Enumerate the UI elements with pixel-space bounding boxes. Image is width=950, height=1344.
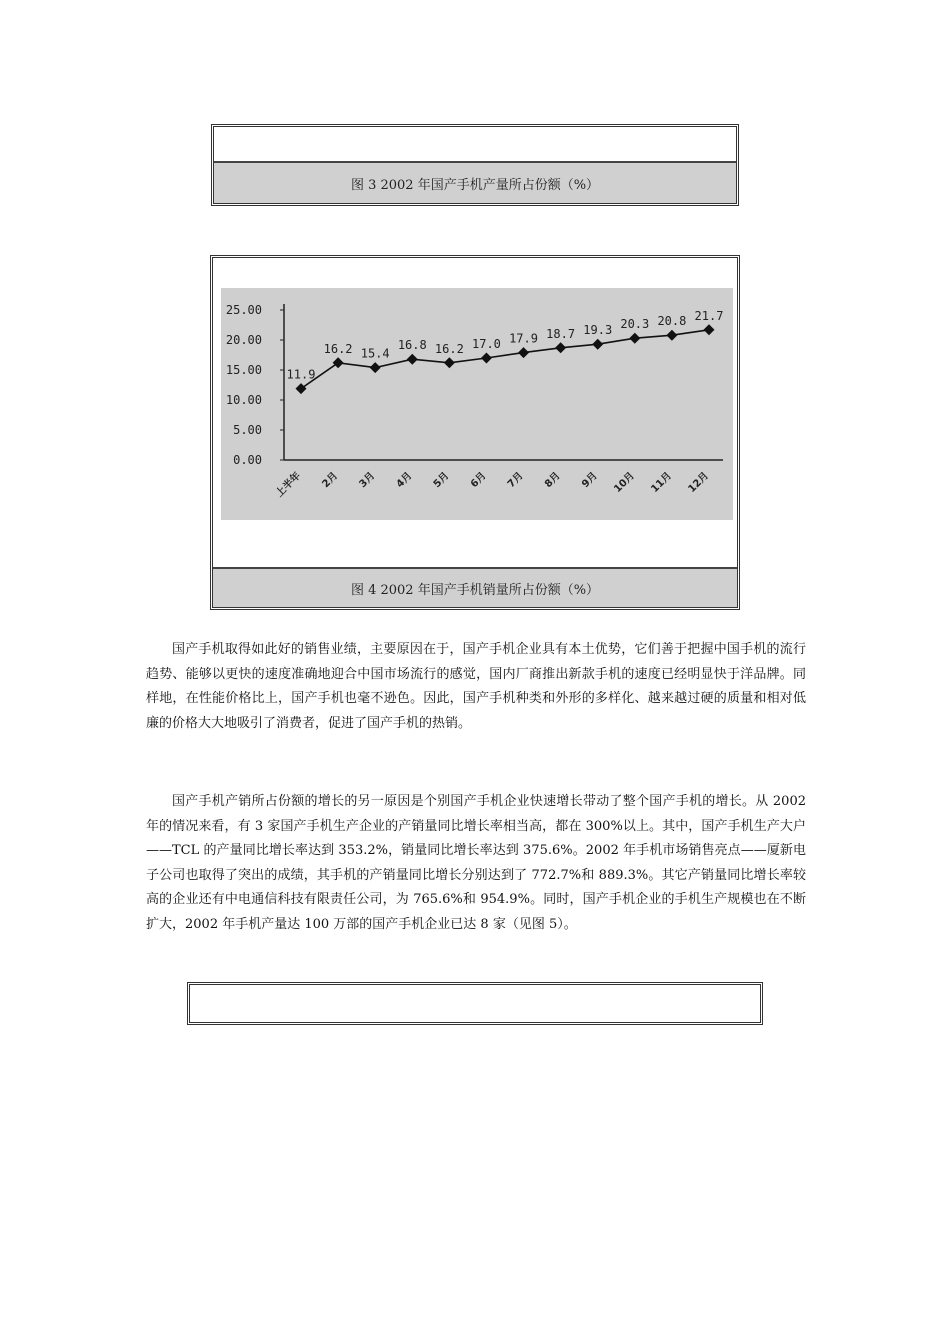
x-tick-label: 6月: [468, 470, 489, 491]
x-tick-label: 2月: [320, 470, 341, 491]
figure-4-box: [210, 255, 740, 610]
y-tick-label: 10.00: [225, 393, 262, 407]
data-label: 17.9: [509, 331, 538, 346]
y-tick-label: 5.00: [233, 423, 262, 437]
y-tick-label: 15.00: [225, 363, 262, 377]
y-tick-label: 20.00: [225, 333, 262, 347]
figure-3-caption: 图 3 2002 年国产手机产量所占份额（%）: [214, 161, 736, 203]
data-label: 19.3: [583, 323, 613, 338]
x-tick-label: 上半年: [274, 470, 304, 500]
data-label: 11.9: [286, 367, 316, 382]
data-label: 20.8: [657, 314, 687, 329]
x-tick-label: 7月: [505, 470, 526, 491]
x-tick-label: 4月: [394, 470, 415, 491]
x-tick-label: 3月: [357, 470, 378, 491]
data-point: [481, 353, 492, 364]
data-label: 21.7: [694, 308, 724, 323]
paragraph-2: 国产手机产销所占份额的增长的另一原因是个别国产手机企业快速增长带动了整个国产手机的增长。从 2002 年的情况来看，有 3 家国产手机生产企业的产销量同比增长率相当高，都在 300%以上。其中，国产手机生产大户——TCL 的产量同比增长率达到 353.2%，销量同比增长率达到 375.6%。2002 年手机市场销售亮点——厦新电子公司也取得了突出的成绩，其手机的产销量同比增长分别达到了 772.7%和 889.3%。其它产销量同比增长率较高的企业还有中电通信科技有限责任公司，为 765.6%和 954.9%。同时，国产手机企业的手机生产规模也在不断扩大，2002 年手机产量达 100 万部的国产手机企业已达 8 家（见图 5）。: [146, 794, 806, 932]
data-point: [518, 347, 529, 358]
figure-4-caption: 图 4 2002 年国产手机销量所占份额（%）: [213, 567, 737, 607]
data-label: 16.2: [323, 341, 353, 356]
data-label: 15.4: [360, 346, 390, 361]
x-tick-label: 11月: [649, 470, 675, 496]
figure-5-box: [187, 982, 763, 1025]
data-point: [666, 330, 677, 341]
data-point: [704, 324, 715, 335]
data-label: 17.0: [472, 337, 501, 351]
data-point: [592, 339, 603, 350]
x-tick-label: 8月: [542, 470, 563, 491]
data-point: [407, 354, 418, 365]
figure-3-box: [211, 124, 739, 206]
x-tick-label: 10月: [612, 470, 637, 496]
y-tick-label: 0.00: [233, 453, 262, 467]
x-tick-label: 12月: [686, 470, 712, 496]
data-label: 16.8: [397, 338, 427, 353]
data-label: 16.2: [434, 341, 464, 356]
data-point: [629, 333, 640, 344]
data-point: [333, 357, 344, 368]
data-point: [296, 383, 307, 394]
data-point: [370, 362, 381, 373]
y-tick-label: 25.00: [225, 303, 262, 317]
data-label: 18.7: [546, 326, 576, 341]
x-tick-label: 5月: [431, 470, 452, 491]
chart-area: [221, 288, 733, 520]
paragraph-1: 国产手机取得如此好的销售业绩，主要原因在于，国产手机企业具有本土优势，它们善于把握中国手机的流行趋势、能够以更快的速度准确地迎合中国市场流行的感觉，国内厂商推出新款手机的速度已经明显快于洋品牌。同样地，在性能价格比上，国产手机也毫不逊色。因此，国产手机种类和外形的多样化、越来越过硬的质量和相对低廉的价格大大地吸引了消费者，促进了国产手机的热销。: [146, 642, 806, 731]
data-label: 20.3: [620, 317, 650, 332]
data-point: [444, 357, 455, 368]
data-point: [555, 342, 566, 353]
x-tick-label: 9月: [580, 470, 600, 491]
line-chart: [221, 288, 733, 520]
